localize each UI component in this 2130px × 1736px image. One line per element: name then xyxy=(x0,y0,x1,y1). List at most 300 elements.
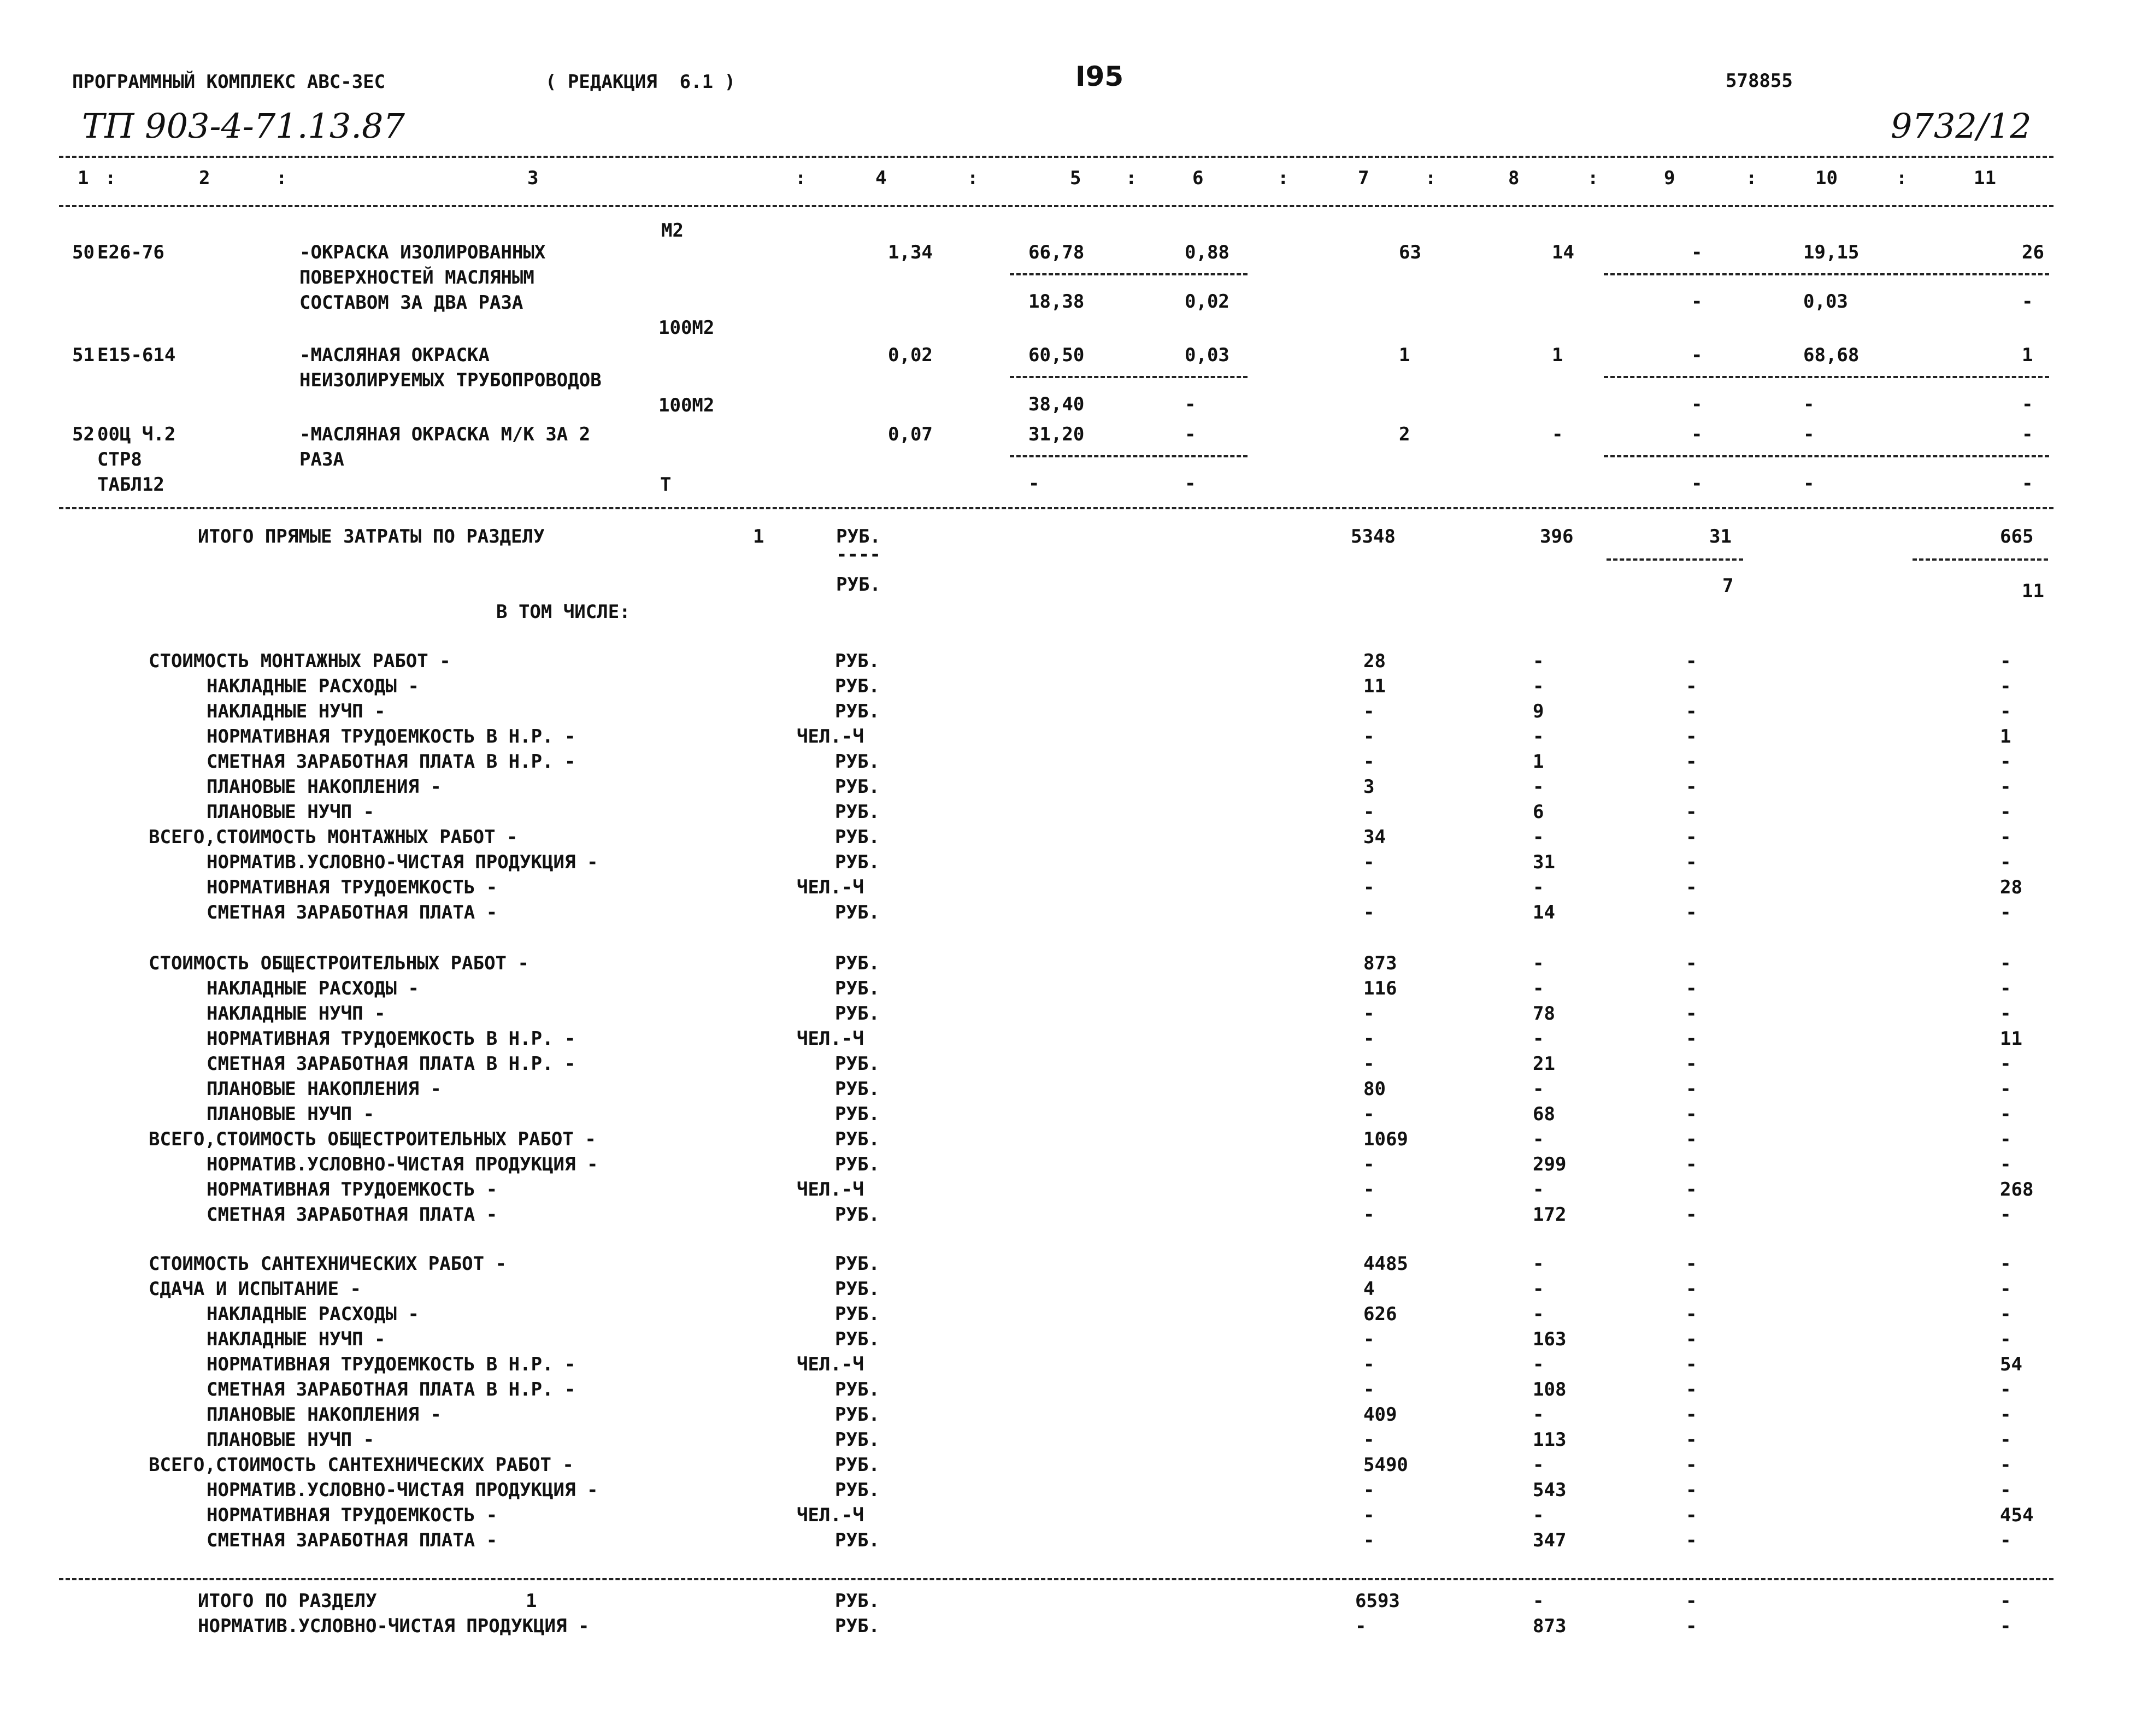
breakdown-c7: - xyxy=(1363,1429,1375,1451)
breakdown-c9: - xyxy=(1686,1028,1697,1050)
breakdown-unit: РУБ. xyxy=(835,978,880,999)
breakdown-c8: - xyxy=(1533,1504,1544,1526)
breakdown-c8: - xyxy=(1533,1078,1544,1100)
cell-divider-rule xyxy=(1010,273,1248,275)
col-3: 3 xyxy=(527,167,539,189)
breakdown-c8: 299 xyxy=(1533,1154,1567,1175)
item-c6: 0,88 xyxy=(1185,242,1229,263)
breakdown-c7: 28 xyxy=(1363,650,1386,672)
breakdown-label: НОРМАТИВНАЯ ТРУДОЕМКОСТЬ - xyxy=(207,876,498,898)
breakdown-c7: - xyxy=(1363,851,1375,873)
breakdown-c8: 6 xyxy=(1533,801,1544,823)
breakdown-label: НАКЛАДНЫЕ НУЧП - xyxy=(207,701,386,722)
breakdown-c9: - xyxy=(1686,851,1697,873)
breakdown-c7: - xyxy=(1363,801,1375,823)
breakdown-c9: - xyxy=(1686,952,1697,974)
breakdown-c11: - xyxy=(2000,851,2011,873)
breakdown-c11: - xyxy=(2000,1303,2011,1325)
breakdown-c11: - xyxy=(2000,1053,2011,1075)
item-c10: 19,15 xyxy=(1803,242,1860,263)
col-2: 2 xyxy=(199,167,210,189)
breakdown-label: ПЛАНОВЫЕ НАКОПЛЕНИЯ - xyxy=(207,1404,442,1426)
breakdown-c9: - xyxy=(1686,876,1697,898)
breakdown-c7: 5490 xyxy=(1363,1454,1408,1476)
breakdown-c11: 454 xyxy=(2000,1504,2034,1526)
item-c9: - xyxy=(1691,423,1703,445)
breakdown-c7: - xyxy=(1363,1328,1375,1350)
breakdown-c11: 1 xyxy=(2000,726,2011,748)
total-section: 1 xyxy=(526,1590,537,1612)
item-c5: 31,20 xyxy=(1028,423,1085,445)
breakdown-unit: РУБ. xyxy=(835,751,880,773)
item-number: 52 xyxy=(72,423,95,445)
total-direct-c7: 5348 xyxy=(1351,526,1396,548)
breakdown-label: ПЛАНОВЫЕ НУЧП - xyxy=(207,1429,375,1451)
breakdown-unit: ЧЕЛ.-Ч xyxy=(797,726,864,748)
breakdown-c7: - xyxy=(1363,1053,1375,1075)
item-c11b: - xyxy=(2022,473,2033,495)
item-quantity: 0,02 xyxy=(888,344,933,366)
breakdown-c7: 4485 xyxy=(1363,1253,1408,1275)
breakdown-c9: - xyxy=(1686,978,1697,999)
item-c5b: 18,38 xyxy=(1028,291,1085,313)
breakdown-c9: - xyxy=(1686,1003,1697,1025)
breakdown-unit: РУБ. xyxy=(835,1278,880,1300)
breakdown-c11: - xyxy=(2000,1128,2011,1150)
breakdown-c9: - xyxy=(1686,826,1697,848)
breakdown-c8: - xyxy=(1533,650,1544,672)
total-c9: - xyxy=(1686,1590,1697,1612)
breakdown-c7: 3 xyxy=(1363,776,1375,798)
breakdown-c9: - xyxy=(1686,1078,1697,1100)
breakdown-label: НОРМАТИВНАЯ ТРУДОЕМКОСТЬ В Н.Р. - xyxy=(207,726,576,748)
breakdown-label: ПЛАНОВЫЕ НАКОПЛЕНИЯ - xyxy=(207,776,442,798)
breakdown-c9: - xyxy=(1686,1303,1697,1325)
breakdown-c8: 68 xyxy=(1533,1103,1555,1125)
item-c6: 0,03 xyxy=(1185,344,1229,366)
col-11: 11 xyxy=(1974,167,1996,189)
item-code: Е26-76 xyxy=(97,242,164,263)
breakdown-unit: РУБ. xyxy=(835,826,880,848)
item-c11b: - xyxy=(2022,291,2033,313)
breakdown-unit: РУБ. xyxy=(835,952,880,974)
breakdown-c9: - xyxy=(1686,1179,1697,1201)
breakdown-c7: 4 xyxy=(1363,1278,1375,1300)
breakdown-label: СМЕТНАЯ ЗАРАБОТНАЯ ПЛАТА - xyxy=(207,1529,498,1551)
total-unit: РУБ. xyxy=(835,1615,880,1637)
breakdown-c7: - xyxy=(1363,1003,1375,1025)
breakdown-label: СТОИМОСТЬ ОБЩЕСТРОИТЕЛЬНЫХ РАБОТ - xyxy=(149,952,529,974)
breakdown-c11: - xyxy=(2000,902,2011,923)
breakdown-c9: - xyxy=(1686,1103,1697,1125)
total-direct-c8: 396 xyxy=(1540,526,1574,548)
breakdown-c9: - xyxy=(1686,1379,1697,1400)
breakdown-c11: - xyxy=(2000,1328,2011,1350)
total-c11: - xyxy=(2000,1590,2011,1612)
breakdown-c11: - xyxy=(2000,1404,2011,1426)
breakdown-c7: 873 xyxy=(1363,952,1397,974)
breakdown-c8: - xyxy=(1533,1179,1544,1201)
breakdown-c9: - xyxy=(1686,1328,1697,1350)
breakdown-c11: - xyxy=(2000,952,2011,974)
breakdown-c8: 9 xyxy=(1533,701,1544,722)
item-c9: - xyxy=(1691,344,1703,366)
breakdown-c11: - xyxy=(2000,1154,2011,1175)
item-code: ТАБЛ12 xyxy=(97,474,164,496)
top-rule xyxy=(59,156,2053,158)
breakdown-c11: 28 xyxy=(2000,876,2022,898)
breakdown-c7: - xyxy=(1363,1529,1375,1551)
breakdown-label: ПЛАНОВЫЕ НУЧП - xyxy=(207,1103,375,1125)
breakdown-label: ВСЕГО,СТОИМОСТЬ МОНТАЖНЫХ РАБОТ - xyxy=(149,826,518,848)
total-c8: 873 xyxy=(1533,1615,1567,1637)
breakdown-label: НАКЛАДНЫЕ РАСХОДЫ - xyxy=(207,675,419,697)
breakdown-unit: РУБ. xyxy=(835,1053,880,1075)
breakdown-c7: - xyxy=(1363,1179,1375,1201)
breakdown-c9: - xyxy=(1686,1529,1697,1551)
breakdown-c8: - xyxy=(1533,1354,1544,1375)
breakdown-c8: 21 xyxy=(1533,1053,1555,1075)
breakdown-c9: - xyxy=(1686,1504,1697,1526)
breakdown-label: НАКЛАДНЫЕ НУЧП - xyxy=(207,1003,386,1025)
totals-rule xyxy=(59,1578,2053,1580)
breakdown-c11: - xyxy=(2000,776,2011,798)
item-unit-above: М2 xyxy=(661,220,684,242)
breakdown-c11: - xyxy=(2000,650,2011,672)
breakdown-c11: 11 xyxy=(2000,1028,2022,1050)
breakdown-label: СМЕТНАЯ ЗАРАБОТНАЯ ПЛАТА В Н.Р. - xyxy=(207,751,576,773)
breakdown-c8: 163 xyxy=(1533,1328,1567,1350)
edition-label: ( РЕДАКЦИЯ 6.1 ) xyxy=(545,71,736,93)
total-c9: - xyxy=(1686,1615,1697,1637)
breakdown-c11: - xyxy=(2000,1429,2011,1451)
breakdown-unit: РУБ. xyxy=(835,650,880,672)
item-c10b: 0,03 xyxy=(1803,291,1848,313)
breakdown-c9: - xyxy=(1686,801,1697,823)
item-c5: 66,78 xyxy=(1028,242,1085,263)
breakdown-c7: - xyxy=(1363,1379,1375,1400)
breakdown-c11: - xyxy=(2000,1103,2011,1125)
breakdown-c7: - xyxy=(1363,1103,1375,1125)
total-direct-c11: 665 xyxy=(2000,526,2034,548)
breakdown-c7: 1069 xyxy=(1363,1128,1408,1150)
total-c8: - xyxy=(1533,1590,1544,1612)
col-10: 10 xyxy=(1815,167,1838,189)
breakdown-c11: 54 xyxy=(2000,1354,2022,1375)
breakdown-c9: - xyxy=(1686,1454,1697,1476)
item-c7: 1 xyxy=(1399,344,1410,366)
breakdown-unit: РУБ. xyxy=(835,1454,880,1476)
breakdown-label: ПЛАНОВЫЕ НАКОПЛЕНИЯ - xyxy=(207,1078,442,1100)
breakdown-unit: РУБ. xyxy=(835,1379,880,1400)
breakdown-c8: 543 xyxy=(1533,1479,1567,1501)
item-unit-below: 100М2 xyxy=(658,395,715,416)
cell-divider-rule xyxy=(1010,455,1248,457)
breakdown-c8: 108 xyxy=(1533,1379,1567,1400)
breakdown-c8: - xyxy=(1533,726,1544,748)
breakdown-c7: - xyxy=(1363,876,1375,898)
item-c9b: - xyxy=(1691,473,1703,495)
breakdown-c8: 78 xyxy=(1533,1003,1555,1025)
item-c11b: - xyxy=(2022,393,2033,415)
item-name: НЕИЗОЛИРУЕМЫХ ТРУБОПРОВОДОВ xyxy=(299,369,602,391)
item-name: ПОВЕРХНОСТЕЙ МАСЛЯНЫМ xyxy=(299,267,534,289)
breakdown-c11: - xyxy=(2000,1454,2011,1476)
breakdown-c9: - xyxy=(1686,1354,1697,1375)
breakdown-unit: РУБ. xyxy=(835,851,880,873)
breakdown-label: НАКЛАДНЫЕ РАСХОДЫ - xyxy=(207,1303,419,1325)
breakdown-c7: - xyxy=(1363,1354,1375,1375)
breakdown-unit: РУБ. xyxy=(835,801,880,823)
item-c9b: - xyxy=(1691,291,1703,313)
program-title: ПРОГРАММНЫЙ КОМПЛЕКС АВС-ЗЕС xyxy=(72,71,386,93)
breakdown-c11: - xyxy=(2000,751,2011,773)
total-label: ИТОГО ПО РАЗДЕЛУ xyxy=(198,1590,377,1612)
breakdown-c8: - xyxy=(1533,978,1544,999)
breakdown-c9: - xyxy=(1686,1204,1697,1226)
breakdown-label: НОРМАТИВНАЯ ТРУДОЕМКОСТЬ В Н.Р. - xyxy=(207,1028,576,1050)
breakdown-c7: 11 xyxy=(1363,675,1386,697)
breakdown-c7: - xyxy=(1363,1504,1375,1526)
breakdown-c11: - xyxy=(2000,978,2011,999)
breakdown-label: НАКЛАДНЫЕ РАСХОДЫ - xyxy=(207,978,419,999)
breakdown-c11: - xyxy=(2000,1529,2011,1551)
total-unit: РУБ. xyxy=(835,1590,880,1612)
cell-divider-rule xyxy=(1604,455,2049,457)
breakdown-unit: РУБ. xyxy=(835,1078,880,1100)
col-5: 5 xyxy=(1070,167,1081,189)
breakdown-c7: 34 xyxy=(1363,826,1386,848)
col-9: 9 xyxy=(1664,167,1675,189)
item-code: Е15-614 xyxy=(97,344,176,366)
breakdown-label: СТОИМОСТЬ САНТЕХНИЧЕСКИХ РАБОТ - xyxy=(149,1253,507,1275)
breakdown-unit: РУБ. xyxy=(835,1429,880,1451)
breakdown-unit: РУБ. xyxy=(835,1328,880,1350)
breakdown-c8: 347 xyxy=(1533,1529,1567,1551)
breakdown-c7: - xyxy=(1363,701,1375,722)
breakdown-c8: - xyxy=(1533,1278,1544,1300)
breakdown-c9: - xyxy=(1686,751,1697,773)
item-c11: - xyxy=(2022,423,2033,445)
cell-divider-rule xyxy=(1010,376,1248,378)
breakdown-c11: - xyxy=(2000,1204,2011,1226)
breakdown-unit: РУБ. xyxy=(835,902,880,923)
item-name: -МАСЛЯНАЯ ОКРАСКА М/К ЗА 2 xyxy=(299,423,591,445)
item-c10b: - xyxy=(1803,473,1815,495)
total-c7: 6593 xyxy=(1355,1590,1400,1612)
breakdown-c9: - xyxy=(1686,1479,1697,1501)
breakdown-c9: - xyxy=(1686,902,1697,923)
cell-divider-rule xyxy=(1604,273,2049,275)
document-code: 578855 xyxy=(1726,70,1793,92)
breakdown-unit: РУБ. xyxy=(835,1003,880,1025)
total-direct-c11b: 11 xyxy=(2022,580,2044,602)
breakdown-c9: - xyxy=(1686,675,1697,697)
breakdown-c7: 80 xyxy=(1363,1078,1386,1100)
breakdown-unit: РУБ. xyxy=(835,675,880,697)
total-direct-unit: РУБ. xyxy=(836,526,881,548)
item-unit-below: Т xyxy=(660,474,672,496)
breakdown-c8: 113 xyxy=(1533,1429,1567,1451)
breakdown-unit: ЧЕЛ.-Ч xyxy=(797,1354,864,1375)
breakdown-c11: - xyxy=(2000,675,2011,697)
item-code: СТР8 xyxy=(97,449,142,470)
item-c8: 1 xyxy=(1552,344,1563,366)
breakdown-c7: - xyxy=(1363,726,1375,748)
breakdown-unit: ЧЕЛ.-Ч xyxy=(797,1504,864,1526)
breakdown-c11: - xyxy=(2000,1278,2011,1300)
item-c11: 26 xyxy=(2022,242,2044,263)
breakdown-c8: - xyxy=(1533,1028,1544,1050)
breakdown-unit: РУБ. xyxy=(835,1204,880,1226)
breakdown-c9: - xyxy=(1686,1429,1697,1451)
including-label: В ТОМ ЧИСЛЕ: xyxy=(496,601,631,623)
item-c10: 68,68 xyxy=(1803,344,1860,366)
col-4: 4 xyxy=(875,167,887,189)
breakdown-label: НАКЛАДНЫЕ НУЧП - xyxy=(207,1328,386,1350)
breakdown-c11: 268 xyxy=(2000,1179,2034,1201)
item-name: СОСТАВОМ ЗА ДВА РАЗА xyxy=(299,292,523,314)
item-c6b: 0,02 xyxy=(1185,291,1229,313)
item-c7: 63 xyxy=(1399,242,1421,263)
item-c7: 2 xyxy=(1399,423,1410,445)
breakdown-unit: РУБ. xyxy=(835,1529,880,1551)
item-c11: 1 xyxy=(2022,344,2033,366)
breakdown-c9: - xyxy=(1686,1128,1697,1150)
header-rule xyxy=(59,205,2053,207)
breakdown-c7: 409 xyxy=(1363,1404,1397,1426)
breakdown-label: СТОИМОСТЬ МОНТАЖНЫХ РАБОТ - xyxy=(149,650,451,672)
breakdown-c11: - xyxy=(2000,1479,2011,1501)
breakdown-c11: - xyxy=(2000,1253,2011,1275)
col-7: 7 xyxy=(1358,167,1369,189)
breakdown-label: ВСЕГО,СТОИМОСТЬ ОБЩЕСТРОИТЕЛЬНЫХ РАБОТ - xyxy=(149,1128,596,1150)
breakdown-c8: - xyxy=(1533,1404,1544,1426)
breakdown-c7: - xyxy=(1363,1479,1375,1501)
breakdown-c7: - xyxy=(1363,1204,1375,1226)
cell-divider-rule xyxy=(1604,376,2049,378)
breakdown-unit: РУБ. xyxy=(835,1128,880,1150)
breakdown-c8: 1 xyxy=(1533,751,1544,773)
breakdown-unit: РУБ. xyxy=(835,1103,880,1125)
breakdown-c8: - xyxy=(1533,776,1544,798)
item-c9: - xyxy=(1691,242,1703,263)
item-quantity: 1,34 xyxy=(888,242,933,263)
breakdown-c8: 31 xyxy=(1533,851,1555,873)
breakdown-unit: РУБ. xyxy=(835,1303,880,1325)
breakdown-c7: - xyxy=(1363,902,1375,923)
handwritten-doc-ref: ТП 903-4-71.13.87 xyxy=(82,106,405,146)
breakdown-c9: - xyxy=(1686,726,1697,748)
breakdown-c8: - xyxy=(1533,826,1544,848)
breakdown-unit: РУБ. xyxy=(835,1253,880,1275)
breakdown-c11: - xyxy=(2000,1003,2011,1025)
item-name: -ОКРАСКА ИЗОЛИРОВАННЫХ xyxy=(299,242,546,263)
breakdown-c8: 14 xyxy=(1533,902,1555,923)
breakdown-c8: - xyxy=(1533,952,1544,974)
breakdown-c7: 116 xyxy=(1363,978,1397,999)
breakdown-c11: - xyxy=(2000,801,2011,823)
item-quantity: 0,07 xyxy=(888,423,933,445)
col-1: 1 xyxy=(78,167,89,189)
breakdown-label: СМЕТНАЯ ЗАРАБОТНАЯ ПЛАТА В Н.Р. - xyxy=(207,1053,576,1075)
breakdown-c7: - xyxy=(1363,1028,1375,1050)
breakdown-label: НОРМАТИВ.УСЛОВНО-ЧИСТАЯ ПРОДУКЦИЯ - xyxy=(207,851,598,873)
item-unit-below: 100М2 xyxy=(658,317,715,339)
total-direct-section: 1 xyxy=(753,526,764,548)
breakdown-c9: - xyxy=(1686,650,1697,672)
breakdown-label: СМЕТНАЯ ЗАРАБОТНАЯ ПЛАТА В Н.Р. - xyxy=(207,1379,576,1400)
item-c5b: 38,40 xyxy=(1028,393,1085,415)
total-direct-unit-2: РУБ. xyxy=(836,574,881,596)
breakdown-c7: - xyxy=(1363,1154,1375,1175)
breakdown-c8: - xyxy=(1533,876,1544,898)
total-direct-c9b: 7 xyxy=(1722,575,1734,597)
item-c9b: - xyxy=(1691,393,1703,415)
breakdown-label: НОРМАТИВНАЯ ТРУДОЕМКОСТЬ - xyxy=(207,1179,498,1201)
breakdown-c8: - xyxy=(1533,675,1544,697)
breakdown-c11: - xyxy=(2000,826,2011,848)
breakdown-c8: - xyxy=(1533,1454,1544,1476)
item-name: -МАСЛЯНАЯ ОКРАСКА xyxy=(299,344,490,366)
breakdown-c8: - xyxy=(1533,1128,1544,1150)
breakdown-unit: РУБ. xyxy=(835,701,880,722)
item-number: 50 xyxy=(72,242,95,263)
total-direct-label: ИТОГО ПРЯМЫЕ ЗАТРАТЫ ПО РАЗДЕЛУ xyxy=(198,526,545,548)
item-c8: 14 xyxy=(1552,242,1574,263)
item-number: 51 xyxy=(72,344,95,366)
breakdown-unit: РУБ. xyxy=(835,1479,880,1501)
breakdown-c8: - xyxy=(1533,1253,1544,1275)
item-c5b: - xyxy=(1028,473,1040,495)
breakdown-c9: - xyxy=(1686,1278,1697,1300)
breakdown-c9: - xyxy=(1686,1253,1697,1275)
item-c5: 60,50 xyxy=(1028,344,1085,366)
item-c8: - xyxy=(1552,423,1563,445)
breakdown-c9: - xyxy=(1686,1404,1697,1426)
breakdown-label: НОРМАТИВ.УСЛОВНО-ЧИСТАЯ ПРОДУКЦИЯ - xyxy=(207,1479,598,1501)
breakdown-label: НОРМАТИВНАЯ ТРУДОЕМКОСТЬ В Н.Р. - xyxy=(207,1354,576,1375)
breakdown-unit: РУБ. xyxy=(835,1404,880,1426)
item-c6b: - xyxy=(1185,473,1196,495)
breakdown-unit: ЧЕЛ.-Ч xyxy=(797,1028,864,1050)
item-c10b: - xyxy=(1803,393,1815,415)
item-c10: - xyxy=(1803,423,1815,445)
breakdown-c7: 626 xyxy=(1363,1303,1397,1325)
breakdown-c8: - xyxy=(1533,1303,1544,1325)
total-c7: - xyxy=(1355,1615,1367,1637)
items-bottom-rule xyxy=(59,507,2053,509)
breakdown-c9: - xyxy=(1686,701,1697,722)
breakdown-c11: - xyxy=(2000,1078,2011,1100)
item-name: РАЗА xyxy=(299,449,344,470)
breakdown-label: СДАЧА И ИСПЫТАНИЕ - xyxy=(149,1278,361,1300)
breakdown-c9: - xyxy=(1686,776,1697,798)
breakdown-c7: - xyxy=(1363,751,1375,773)
breakdown-unit: ЧЕЛ.-Ч xyxy=(797,1179,864,1201)
handwritten-sheet-ref: 9732/12 xyxy=(1891,106,2032,146)
breakdown-c11: - xyxy=(2000,701,2011,722)
total-label: НОРМАТИВ.УСЛОВНО-ЧИСТАЯ ПРОДУКЦИЯ - xyxy=(198,1615,590,1637)
breakdown-label: ВСЕГО,СТОИМОСТЬ САНТЕХНИЧЕСКИХ РАБОТ - xyxy=(149,1454,574,1476)
breakdown-c8: 172 xyxy=(1533,1204,1567,1226)
col-8: 8 xyxy=(1508,167,1520,189)
page-number: I95 xyxy=(1075,61,1124,92)
breakdown-c9: - xyxy=(1686,1154,1697,1175)
breakdown-unit: РУБ. xyxy=(835,776,880,798)
total-c11: - xyxy=(2000,1615,2011,1637)
item-c6b: - xyxy=(1185,393,1196,415)
